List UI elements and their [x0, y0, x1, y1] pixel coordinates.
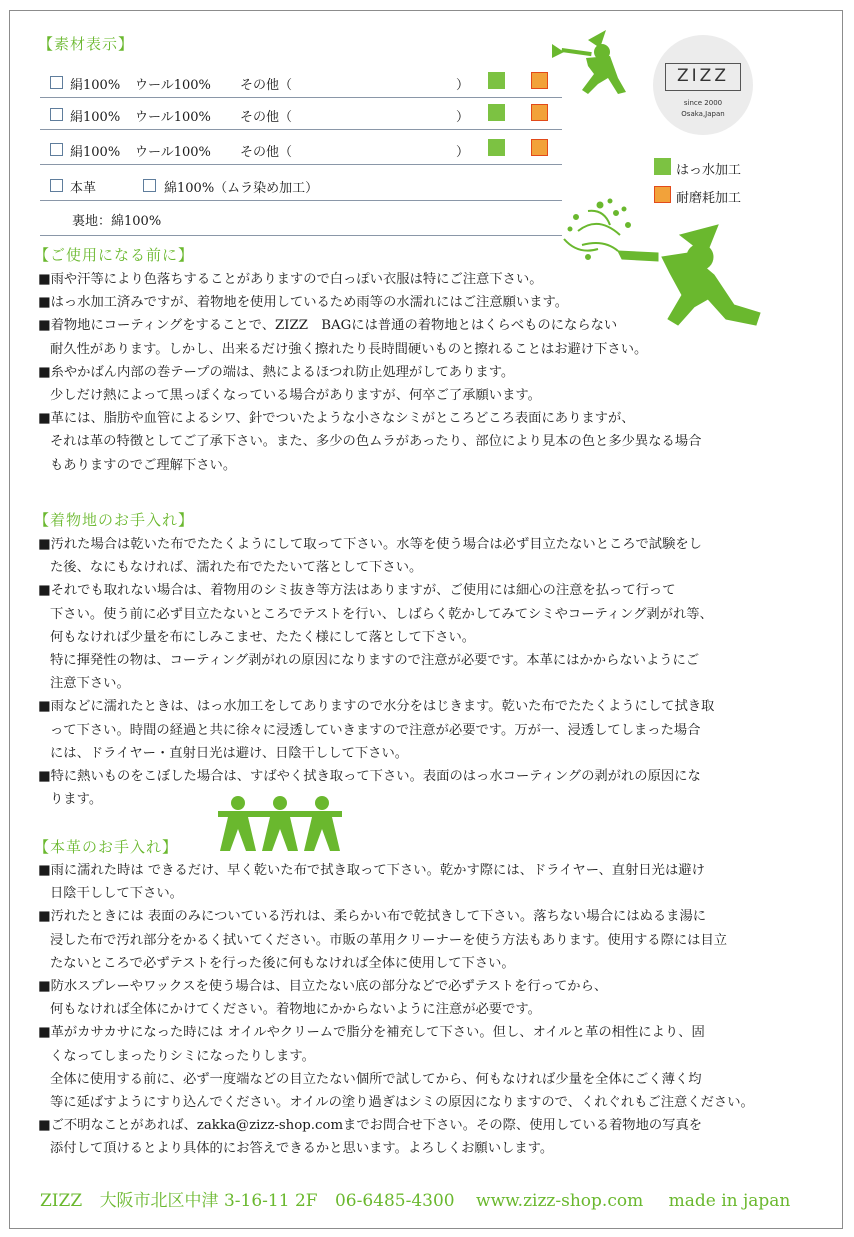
text-line: ■それでも取れない場合は、着物用のシミ抜き等方法はありますが、ご使用には細心の注意を払って行って	[38, 583, 676, 599]
text-line: ■汚れた場合は乾いた布でたたくようにして取って下さい。水等を使う場合は必ず目立たないところで試験をし	[38, 537, 702, 552]
other-close: ）	[456, 78, 470, 93]
other-close: ）	[456, 145, 470, 160]
text-line: もありますのでご理解下さい。	[50, 457, 237, 473]
footer-url[interactable]: www.zizz-shop.com	[476, 1191, 644, 1211]
text-line: ■革がカサカサになった時には オイルやクリームで脂分を補充して下さい。但し、オイルと革の相性により、固	[38, 1025, 705, 1041]
footer-address: 大阪市北区中津 3-16-11 2F	[99, 1191, 318, 1211]
text-line: ■雨などに濡れたときは、はっ水加工をしてありますので水分をはじきます。乾いた布でたたくようにして拭き取	[38, 699, 715, 715]
logo-location: Osaka,Japan	[681, 110, 725, 118]
abrasion-icon	[531, 72, 548, 89]
leather-care-title: 【本革のお手入れ】	[34, 838, 179, 856]
cotton-label: 綿100%（ムラ染め加工）	[164, 181, 319, 196]
text-line: 何もなければ少量を布にしみこませ、たたく様にして落として下さい。	[50, 629, 476, 645]
text-line: 日陰干しして下さい。	[50, 886, 183, 902]
water-repellent-icon	[488, 139, 505, 156]
text-line: 下さい。使う前に必ず目立たないところでテストを行い、しばらく乾かしてみてシミやコーティング剥がれ等、	[50, 606, 713, 622]
text-line: ■ご不明なことがあれば、zakka@zizz-shop.comまでお問合せ下さい。その際、使用している着物地の写真を	[38, 1118, 703, 1134]
silk-label: 絹100%	[70, 110, 121, 125]
other-label: その他（	[240, 78, 293, 93]
kimono-care-title: 【着物地のお手入れ】	[34, 511, 195, 529]
text-line: 何もなければ全体にかけてください。着物地にかからないように注意が必要です。	[50, 1002, 541, 1018]
material-checkbox[interactable]	[50, 108, 63, 121]
text-line: ■汚れたときには 表面のみについている汚れは、柔らかい布で乾拭きして下さい。落ちない場合にはぬるま湯に	[38, 909, 707, 925]
text-line: ■雨や汗等により色落ちすることがありますので白っぽい衣服は特にご注意下さい。	[38, 272, 543, 287]
text-line: 注意下さい。	[50, 676, 130, 692]
cotton-checkbox[interactable]	[143, 179, 156, 192]
footer	[40, 1186, 790, 1211]
text-line: 浸した布で汚れ部分をかるく拭いてください。市販の革用クリーナーを使う方法もあります。使用する際には目立	[50, 932, 728, 948]
material-row-1	[40, 67, 562, 98]
water-repellent-icon	[488, 104, 505, 121]
text-line: って下さい。時間の経過と共に徐々に浸透していきますので注意が必要です。万が一、浸透してしまった場合	[50, 722, 701, 738]
text-line: ります。	[50, 792, 103, 808]
leather-checkbox[interactable]	[50, 179, 63, 192]
material-checkbox[interactable]	[50, 76, 63, 89]
abrasion-icon	[531, 139, 548, 156]
material-checkbox[interactable]	[50, 143, 63, 156]
trumpet-figure-icon	[548, 30, 632, 100]
text-line: ■着物地にコーティングをすることで、ZIZZ BAGには普通の着物地とはくらべものにならない	[38, 318, 618, 334]
text-line: ■革には、脂肪や血管によるシワ、針でついたような小さなシミがところどころ表面にありますが、	[38, 411, 635, 427]
wool-label: ウール100%	[135, 110, 211, 125]
materials-title: 【素材表示】	[38, 35, 135, 53]
wool-label: ウール100%	[135, 145, 211, 160]
water-repellent-icon	[488, 72, 505, 89]
material-row-leather	[40, 170, 562, 201]
legend-water-repellent: はっ水加工	[676, 163, 742, 178]
silk-label: 絹100%	[70, 145, 121, 160]
other-close: ）	[456, 110, 470, 125]
text-line: たないところで必ずテストを行った後に何もなければ全体に使用して下さい。	[50, 955, 515, 971]
lining-label: 裏地：綿100%	[72, 214, 162, 229]
text-line: 耐久性があります。しかし、出来るだけ強く擦れたり長時間硬いものと擦れることはお避け下さい。	[50, 341, 648, 357]
text-line: それは革の特徴としてご了承下さい。また、多少の色ムラがあったり、部位により見本の色と多少異なる場合	[50, 434, 702, 450]
text-line: ■雨に濡れた時は できるだけ、早く乾いた布で拭き取って下さい。乾かす際には、ドライヤー、直射日光は避け	[38, 863, 705, 878]
text-line: くなってしまったりシミになったりします。	[50, 1048, 315, 1064]
leather-care-body	[38, 859, 828, 1161]
water-repellent-icon	[654, 158, 671, 175]
before-use-body	[38, 268, 828, 477]
text-line: 全体に使用する前に、必ず一度端などの目立たない個所で試してから、何もなければ少量を全体にごく薄く均	[50, 1071, 702, 1087]
text-line: 添付して頂けるとより具体的にお答えできるかと思います。よろしくお願いします。	[50, 1141, 554, 1157]
other-label: その他（	[240, 110, 293, 125]
before-use-title: 【ご使用になる前に】	[34, 246, 195, 264]
wool-label: ウール100%	[135, 78, 211, 93]
material-row-2	[40, 99, 562, 130]
abrasion-icon	[654, 186, 671, 203]
text-line: ■防水スプレーやワックスを使う場合は、目立たない底の部分などで必ずテストを行ってから、	[38, 979, 608, 995]
footer-made-in: made in japan	[668, 1191, 791, 1211]
text-line: 等に延ばすようにすり込んでください。オイルの塗り過ぎはシミの原因になりますので、くれぐれもご注意ください。	[50, 1095, 754, 1111]
material-row-lining	[40, 203, 562, 236]
leather-label: 本革	[70, 181, 97, 196]
text-line: ■糸やかばん内部の巻テープの端は、熱によるほつれ防止処理がしてあります。	[38, 364, 515, 380]
kimono-care-body	[38, 533, 828, 811]
silk-label: 絹100%	[70, 78, 121, 93]
logo-since: since 2000	[683, 99, 723, 107]
text-line: ■特に熱いものをこぼした場合は、すばやく拭き取って下さい。表面のはっ水コーティングの剥がれの原因にな	[38, 769, 701, 785]
three-people-icon	[216, 795, 344, 853]
footer-brand: ZIZZ	[40, 1191, 83, 1211]
other-label: その他（	[240, 145, 293, 160]
brand-logo: ZIZZ	[665, 63, 741, 91]
footer-phone: 06-6485-4300	[334, 1191, 455, 1211]
material-row-3	[40, 134, 562, 165]
text-line: た後、なにもなければ、濡れた布でたたいて落として下さい。	[50, 560, 423, 576]
legend-abrasion: 耐磨耗加工	[676, 191, 742, 206]
text-line: 特に揮発性の物は、コーティング剥がれの原因になりますので注意が必要です。本革にはかからないようにご	[50, 653, 700, 669]
text-line: ■はっ水加工済みですが、着物地を使用しているため雨等の水濡れにはご注意願います。	[38, 295, 569, 311]
text-line: 少しだけ熱によって黒っぽくなっている場合がありますが、何卒ご了承願います。	[50, 388, 541, 404]
text-line: には、ドライヤー・直射日光は避け、日陰干しして下さい。	[50, 745, 409, 761]
abrasion-icon	[531, 104, 548, 121]
